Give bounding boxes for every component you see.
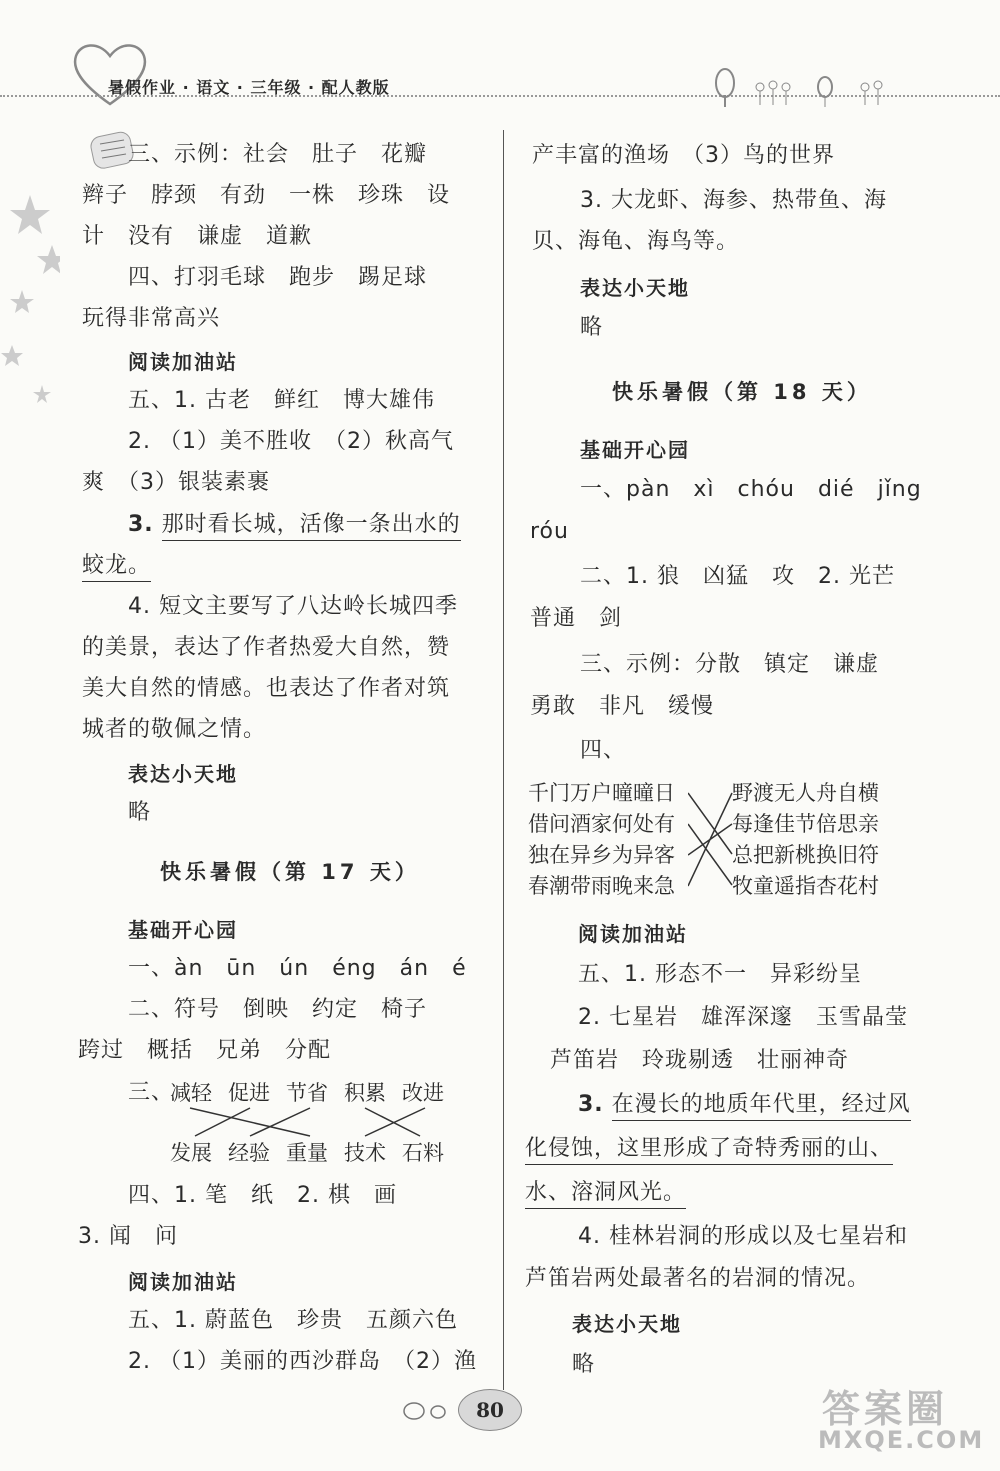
left-line-22: 2. （1）美丽的西沙群岛 （2）渔 <box>128 1349 477 1374</box>
right-line-11: 四、 <box>580 738 627 763</box>
poem-right-line: 总把新桃换旧符 <box>732 843 879 867</box>
match-top-item: 积累 <box>344 1081 386 1105</box>
poem-right-line: 每逢佳节倍思亲 <box>732 812 879 836</box>
poem-left-line: 独在异乡为异客 <box>528 843 675 867</box>
section-heading-reading-2: 阅读加油站 <box>128 1270 238 1294</box>
left-line-13: 美大自然的情感。也表达了作者对筑 <box>82 676 451 701</box>
item-number: 3. <box>578 1092 604 1117</box>
match-top-item: 节省 <box>286 1081 328 1105</box>
match-top-item: 改进 <box>402 1081 444 1105</box>
left-line-11: 4. 短文主要写了八达岭长城四季 <box>128 594 458 619</box>
match-bottom-item: 石料 <box>402 1141 444 1165</box>
right-line-19: 芦笛岩两处最著名的岩洞的情况。 <box>525 1266 871 1291</box>
left-line-8: 爽 （3）银装素裹 <box>82 470 270 495</box>
section-heading-basics: 基础开心园 <box>128 918 238 942</box>
watermark <box>800 1378 995 1468</box>
left-line-18: 跨过 概括 兄弟 分配 <box>78 1038 332 1063</box>
left-line-16: 一、àn ūn ún éng án é <box>128 956 467 981</box>
watermark-text: 答案圈 <box>822 1387 949 1431</box>
page-number-badge <box>458 1389 522 1431</box>
underlined-answer: 水、溶洞风光。 <box>525 1180 686 1209</box>
right-line-20: 略 <box>572 1352 596 1377</box>
underlined-answer: 在漫长的地质年代里，经过风 <box>612 1092 911 1121</box>
left-line-3: 计 没有 谦虚 道歉 <box>82 224 313 249</box>
left-line-9 <box>128 510 461 540</box>
left-line-20: 3. 闻 问 <box>78 1224 178 1249</box>
footer <box>400 1385 540 1435</box>
right-line-4: 略 <box>580 315 604 340</box>
stars-decoration-icon <box>0 190 60 420</box>
match-lines <box>170 1106 460 1138</box>
right-line-17 <box>525 1178 686 1208</box>
page-number: 80 <box>476 1398 504 1422</box>
right-line-9: 三、示例：分散 镇定 谦虚 <box>580 652 880 677</box>
underlined-answer: 化侵蚀，这里形成了奇特秀丽的山、 <box>525 1136 893 1165</box>
item-number: 3. <box>128 512 154 537</box>
poem-left-line: 春潮带雨晚来急 <box>528 874 675 898</box>
left-line-12: 的美景，表达了作者热爱大自然，赞 <box>82 635 451 660</box>
poem-match-exercise <box>528 778 908 903</box>
right-line-12: 五、1. 形态不一 异彩纷呈 <box>578 962 862 987</box>
right-line-14: 芦笛岩 玲珑剔透 壮丽神奇 <box>550 1048 850 1073</box>
day-18-title: 快乐暑假（第 18 天） <box>612 380 872 404</box>
underlined-answer: 蛟龙。 <box>82 553 151 582</box>
right-line-2: 3. 大龙虾、海参、热带鱼、海 <box>580 188 887 213</box>
section-heading-basics-r: 基础开心园 <box>580 438 690 462</box>
right-line-16 <box>525 1134 893 1164</box>
right-line-10: 勇敢 非凡 缓慢 <box>530 694 715 719</box>
poem-left-line: 借问酒家何处有 <box>528 812 675 836</box>
match-exercise-left <box>170 1078 460 1168</box>
right-line-15 <box>578 1090 911 1120</box>
right-line-18: 4. 桂林岩洞的形成以及七星岩和 <box>578 1224 908 1249</box>
right-line-5: 一、pàn xì chóu dié jǐng <box>580 477 922 502</box>
right-line-8: 普通 剑 <box>530 606 623 631</box>
match-prefix: 三、 <box>128 1080 175 1105</box>
left-line-21: 五、1. 蔚蓝色 珍贵 五颜六色 <box>128 1308 458 1333</box>
poem-match-lines <box>688 778 733 903</box>
left-line-5: 玩得非常高兴 <box>82 306 221 331</box>
left-line-4: 四、打羽毛球 跑步 踢足球 <box>128 265 428 290</box>
poem-right-line: 牧童遥指杏花村 <box>732 874 879 898</box>
header <box>0 0 1000 125</box>
left-line-6: 五、1. 古老 鲜红 博大雄伟 <box>128 388 435 413</box>
left-line-14: 城者的敬佩之情。 <box>82 717 267 742</box>
left-line-2: 辫子 脖颈 有劲 一株 珍珠 设 <box>82 183 451 208</box>
right-line-6: róu <box>530 519 569 544</box>
match-bottom-item: 技术 <box>344 1141 386 1165</box>
poem-left-line: 千门万户曈曈日 <box>528 781 675 805</box>
right-line-3: 贝、海龟、海鸟等。 <box>532 229 740 254</box>
day-17-title: 快乐暑假（第 17 天） <box>160 860 420 884</box>
right-line-7: 二、1. 狼 凶猛 攻 2. 光芒 <box>580 564 895 589</box>
section-heading-expression: 表达小天地 <box>128 762 238 786</box>
right-line-13: 2. 七星岩 雄浑深邃 玉雪晶莹 <box>578 1005 908 1030</box>
left-line-10 <box>82 551 151 581</box>
bubbles-icon <box>400 1399 460 1423</box>
section-heading-expression-r: 表达小天地 <box>580 276 690 300</box>
match-bottom-item: 经验 <box>228 1141 270 1165</box>
match-top-item: 促进 <box>228 1081 270 1105</box>
tree-decoration-icon <box>710 65 900 110</box>
underlined-answer: 那时看长城，活像一条出水的 <box>162 512 461 541</box>
left-line-7: 2. （1）美不胜收 （2）秋高气 <box>128 429 454 454</box>
watermark-url: MXQE.COM <box>818 1426 985 1454</box>
section-heading-reading: 阅读加油站 <box>128 350 238 374</box>
left-line-15: 略 <box>128 800 152 825</box>
match-bottom-item: 发展 <box>170 1141 212 1165</box>
match-bottom-item: 重量 <box>286 1141 328 1165</box>
column-divider <box>503 130 504 1390</box>
header-title: 暑假作业 · 语文 · 三年级 · 配人教版 <box>108 78 390 97</box>
right-line-1: 产丰富的渔场 （3）鸟的世界 <box>532 143 835 168</box>
poem-right-line: 野渡无人舟自横 <box>732 781 879 805</box>
left-line-1: 三、示例：社会 肚子 花瓣 <box>128 142 428 167</box>
match-top-item: 减轻 <box>170 1081 212 1105</box>
left-line-17: 二、符号 倒映 约定 椅子 <box>128 997 428 1022</box>
section-heading-expression-r2: 表达小天地 <box>572 1312 682 1336</box>
left-line-19: 四、1. 笔 纸 2. 棋 画 <box>128 1183 397 1208</box>
section-heading-reading-r: 阅读加油站 <box>578 922 688 946</box>
